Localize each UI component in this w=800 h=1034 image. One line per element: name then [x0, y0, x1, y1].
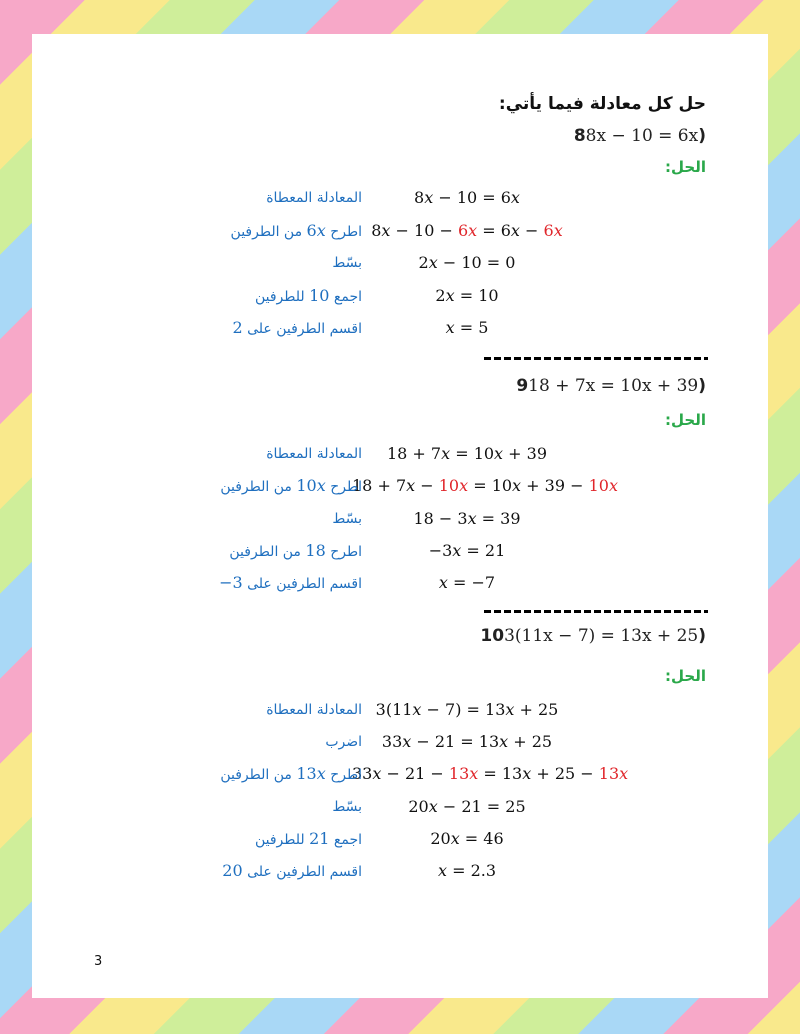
equation-part: 𝑥 = 2.3: [437, 861, 497, 880]
solution-step: [32, 218, 768, 244]
problem-9-statement: [508, 376, 706, 396]
step-equation: [352, 697, 582, 723]
annotation-text: اجمع: [329, 831, 362, 848]
annotation-value: 21: [309, 828, 330, 848]
solution-step: [32, 794, 768, 820]
solution-label: الحل:: [665, 411, 706, 429]
annotation-text: اطرح: [325, 223, 362, 240]
step-equation: [352, 441, 582, 467]
instruction-heading: حل كل معادلة فيما يأتي:: [498, 94, 706, 114]
equation-part: 2𝑥 − 10 = 0: [418, 253, 516, 272]
step-annotation: المعادلة المعطاة: [266, 446, 362, 462]
annotation-text: من الطرفين: [220, 767, 297, 784]
equation-part: = 13𝑥 + 25 −: [478, 764, 599, 784]
step-equation: [352, 315, 582, 341]
annotation-text: من الطرفين: [220, 479, 297, 496]
equation-part: 8𝑥 − 10 = 6𝑥: [414, 188, 520, 207]
step-annotation: اضرب: [325, 734, 362, 751]
step-equation: [352, 729, 582, 755]
equation-part: 3(11𝑥 − 7) = 13𝑥 + 25: [375, 700, 559, 719]
solution-step: [32, 185, 768, 211]
annotation-text: اقسم الطرفين على: [242, 576, 362, 593]
annotation-value: 13𝑥: [296, 764, 326, 784]
equation-part: = 10𝑥 + 39 −: [468, 476, 589, 496]
annotation-value: 18: [305, 540, 326, 560]
step-annotation: [255, 826, 362, 853]
solution-step: [32, 538, 768, 564]
separator-dashes: [484, 610, 708, 613]
solution-step: [32, 473, 768, 499]
step-annotation: بسّط: [332, 255, 362, 271]
separator-dashes: [484, 357, 708, 360]
equation-part: 18 + 7𝑥 = 10𝑥 + 39: [386, 444, 548, 463]
solution-step: [32, 858, 768, 884]
problem-10-statement: [472, 626, 706, 646]
step-equation: [352, 185, 582, 211]
solution-step: [32, 250, 768, 276]
solution-step: [32, 761, 768, 787]
equation-part: 33𝑥 − 21 = 13𝑥 + 25: [381, 732, 553, 752]
equation-part: 𝑥 = 5: [445, 318, 489, 337]
problem-equation: 8x − 10 = 6x: [585, 126, 699, 146]
annotation-text: للطرفين: [254, 831, 310, 848]
annotation-text: للطرفين: [254, 288, 310, 305]
step-annotation: [219, 570, 362, 597]
step-equation: [352, 506, 582, 532]
annotation-value: 2: [232, 318, 243, 337]
solution-step: [32, 506, 768, 532]
annotation-text: اقسم الطرفين على: [242, 321, 362, 337]
equation-part: = 6𝑥 −: [477, 220, 544, 240]
solution-step: [32, 826, 768, 852]
equation-part: −3𝑥 = 21: [428, 540, 506, 560]
solution-step: [32, 315, 768, 341]
equation-part: 33𝑥 − 21 −: [352, 764, 449, 784]
step-equation: [352, 826, 582, 852]
annotation-text: اجمع: [329, 288, 362, 305]
solution-step: [32, 441, 768, 467]
problem-equation: 18 + 7x = 10x + 39: [528, 376, 699, 396]
problem-equation: 3(11x − 7) = 13x + 25: [504, 626, 699, 646]
page-number: 3: [94, 954, 103, 969]
subtracted-term: 10𝑥: [438, 476, 469, 496]
step-annotation: [231, 218, 362, 245]
step-annotation: [232, 315, 362, 342]
annotation-text: من الطرفين: [229, 543, 306, 560]
step-annotation: [220, 761, 362, 788]
solution-label: الحل:: [665, 667, 706, 685]
equation-part: 𝑥 = −7: [438, 573, 496, 593]
annotation-value: −3: [219, 573, 243, 593]
problem-number: (9: [516, 376, 706, 396]
annotation-text: من الطرفين: [230, 223, 307, 240]
annotation-text: اطرح: [325, 479, 362, 496]
subtracted-term: 13𝑥: [598, 764, 629, 784]
annotation-value: 10: [309, 285, 330, 305]
step-equation: [352, 250, 582, 276]
step-equation: [352, 794, 582, 820]
problem-number: (8: [573, 126, 706, 146]
annotation-text: اطرح: [325, 543, 362, 560]
subtracted-term: 6𝑥: [543, 220, 563, 240]
step-equation: [352, 283, 582, 309]
step-equation: [352, 858, 582, 884]
step-annotation: [222, 858, 362, 885]
step-equation: [352, 218, 582, 244]
step-equation: [352, 538, 582, 564]
solution-label: الحل:: [665, 158, 706, 176]
equation-part: 8𝑥 − 10 −: [371, 220, 458, 240]
solution-step: [32, 570, 768, 596]
step-annotation: بسّط: [332, 510, 362, 527]
solution-step: [32, 697, 768, 723]
equation-part: 20𝑥 − 21 = 25: [408, 796, 526, 816]
problem-number: (10: [480, 626, 706, 646]
step-annotation: [229, 538, 362, 565]
equation-part: 18 − 3𝑥 = 39: [413, 508, 521, 528]
subtracted-term: 13𝑥: [448, 764, 479, 784]
step-equation: [352, 761, 629, 787]
solution-step: [32, 729, 768, 755]
annotation-value: 20: [222, 861, 243, 880]
problem-8-statement: [566, 126, 706, 146]
equation-part: 18 + 7𝑥 −: [352, 476, 439, 496]
solution-step: [32, 283, 768, 309]
step-annotation: بسّط: [332, 798, 362, 815]
equation-part: 20𝑥 = 46: [430, 828, 504, 848]
step-annotation: [220, 473, 362, 500]
step-annotation: المعادلة المعطاة: [266, 190, 362, 206]
annotation-text: اقسم الطرفين على: [242, 864, 362, 880]
step-equation: [352, 570, 582, 596]
document-page: [32, 34, 768, 998]
annotation-value: 10𝑥: [296, 476, 326, 496]
step-annotation: المعادلة المعطاة: [266, 702, 362, 718]
step-equation: [352, 473, 618, 499]
annotation-value: 6𝑥: [306, 220, 326, 240]
subtracted-term: 6𝑥: [457, 220, 478, 240]
annotation-text: اطرح: [325, 767, 362, 784]
equation-part: 2𝑥 = 10: [435, 285, 499, 305]
subtracted-term: 10𝑥: [588, 476, 618, 496]
step-annotation: [255, 283, 362, 310]
